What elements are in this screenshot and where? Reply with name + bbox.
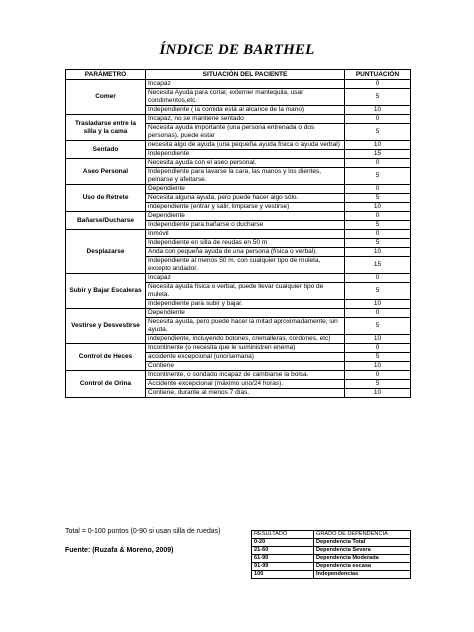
source-citation: Fuente: (Ruzafa & Moreno, 2009) <box>65 547 174 554</box>
score-cell: 0 <box>345 115 411 124</box>
dependency-grade-cell: Dependencia Severa <box>314 547 411 555</box>
results-row <box>252 571 411 579</box>
score-cell: 0 <box>345 185 411 194</box>
dependency-grade-cell: Dependencia escasa <box>314 563 411 571</box>
score-cell: 15 <box>345 150 411 159</box>
score-cell: 5 <box>345 168 411 185</box>
score-cell: 0 <box>345 274 411 283</box>
situation-cell: Contiene, durante al menos 7 días. <box>146 389 345 398</box>
situation-cell: Anda con pequeña ayuda de una persona (física o verbal). <box>146 248 345 257</box>
situation-cell: Independiente para subir y bajar. <box>146 300 345 309</box>
parameter-cell: Trasladarse entre la silla y la cama <box>66 115 146 141</box>
situation-cell: Necesita ayuda, pero puede hacer la mitad aproximadamente, sin ayuda. <box>146 318 345 335</box>
situation-cell: Dependiente <box>146 212 345 221</box>
situation-cell: Necesita Ayuda para cortar, externer mantequila, usar condimentos,etc. <box>146 89 345 106</box>
situation-cell: Incapaz <box>146 274 345 283</box>
score-cell: 5 <box>345 283 411 300</box>
situation-cell: Dependiente <box>146 309 345 318</box>
table-row <box>66 159 411 168</box>
situation-cell: independiente (entrar y salir, limpiarse y vestirse) <box>146 203 345 212</box>
situation-cell: independiente, incluyendo botones, cremalleras, cordones, etc) <box>146 335 345 344</box>
situation-cell: Necesita ayuda con el aseo personal. <box>146 159 345 168</box>
situation-cell: Independiente para lavarse la cara, las manos y los dientes, peinarse y afeitarse. <box>146 168 345 185</box>
results-column-header: GRADO DE DEPENDENCIA <box>314 531 411 539</box>
table-row <box>66 309 411 318</box>
situation-cell: Independiente en silla de reudas en 50 m <box>146 239 345 248</box>
results-body <box>252 539 411 579</box>
parameter-cell: Subir y Bajar Escaleras <box>66 274 146 309</box>
score-cell: 0 <box>345 344 411 353</box>
score-cell: 5 <box>345 353 411 362</box>
table-row <box>66 371 411 380</box>
score-cell: 5 <box>345 239 411 248</box>
situation-cell: Dependiente <box>146 185 345 194</box>
table-body <box>66 80 411 398</box>
score-cell: 15 <box>345 257 411 274</box>
result-range-cell: 21-60 <box>252 547 314 555</box>
results-row <box>252 539 411 547</box>
dependency-grade-cell: Independencias <box>314 571 411 579</box>
result-range-cell: 0-20 <box>252 539 314 547</box>
table-row <box>66 185 411 194</box>
table-row <box>66 274 411 283</box>
score-cell: 10 <box>345 389 411 398</box>
result-range-cell: 100 <box>252 571 314 579</box>
situation-cell: Necesita ayuda física o verbal, puede llevar cualquier tipo de muleta. <box>146 283 345 300</box>
results-header-row <box>252 531 411 539</box>
parameter-cell: Control de Orina <box>66 371 146 398</box>
situation-cell: Incontinente, o sondado incapaz de cambiarse la bolsa. <box>146 371 345 380</box>
score-cell: 5 <box>345 221 411 230</box>
results-row <box>252 547 411 555</box>
result-range-cell: 91-99 <box>252 563 314 571</box>
score-cell: 5 <box>345 318 411 335</box>
situation-cell: accidente excepcional (uno/semana) <box>146 353 345 362</box>
parameter-cell: Vestirse y Desvestirse <box>66 309 146 344</box>
score-cell: 10 <box>345 362 411 371</box>
score-cell: 0 <box>345 80 411 89</box>
score-cell: 10 <box>345 335 411 344</box>
situation-cell: necesita algo de ayuda (una pequeña ayuda física o ayuda verbal) <box>146 141 345 150</box>
table-row <box>66 212 411 221</box>
situation-cell: Incapaz, no se mantiene sentado <box>146 115 345 124</box>
situation-cell: Incontinente (o necesita que le suministren enema) <box>146 344 345 353</box>
score-cell: 10 <box>345 203 411 212</box>
situation-cell: Independiente <box>146 150 345 159</box>
page-title: ÍNDICE DE BARTHEL <box>159 42 315 58</box>
score-cell: 5 <box>345 89 411 106</box>
situation-cell: Inmóvil <box>146 230 345 239</box>
situation-cell: Contiene <box>146 362 345 371</box>
total-note: Total = 0-100 puntos (0-90 si usan silla de ruedas) <box>65 528 221 535</box>
table-row <box>66 141 411 150</box>
results-row <box>252 563 411 571</box>
results-column-header: RESULTADO <box>252 531 314 539</box>
results-row <box>252 555 411 563</box>
score-cell: 10 <box>345 300 411 309</box>
situation-cell: Necesita alguna ayuda, pero puede hacer algo sólo. <box>146 194 345 203</box>
parameter-cell: Comer <box>66 80 146 115</box>
table-row <box>66 230 411 239</box>
situation-cell: Independiente ( la comida está al alcance de la mano) <box>146 106 345 115</box>
barthel-table <box>65 69 411 398</box>
table-header-row <box>66 70 411 80</box>
score-cell: 5 <box>345 194 411 203</box>
parameter-cell: Aseo Personal <box>66 159 146 185</box>
table-row <box>66 344 411 353</box>
column-header: PARÁMETRO <box>66 70 146 80</box>
situation-cell: Independiente para bañarse o ducharse <box>146 221 345 230</box>
situation-cell: Accidente excepcional (máximo uno/24 horas). <box>146 380 345 389</box>
parameter-cell: Control de Heces <box>66 344 146 371</box>
score-cell: 0 <box>345 230 411 239</box>
parameter-cell: Desplazarse <box>66 230 146 274</box>
score-cell: 10 <box>345 248 411 257</box>
parameter-cell: Sentado <box>66 141 146 159</box>
column-header: SITUACIÓN DEL PACIENTE <box>146 70 345 80</box>
score-cell: 0 <box>345 212 411 221</box>
result-range-cell: 61-90 <box>252 555 314 563</box>
column-header: PUNTUACIÓN <box>345 70 411 80</box>
score-cell: 10 <box>345 141 411 150</box>
score-cell: 5 <box>345 380 411 389</box>
dependency-grade-cell: Dependencia Moderada <box>314 555 411 563</box>
score-cell: 0 <box>345 159 411 168</box>
results-table <box>251 530 411 579</box>
score-cell: 0 <box>345 309 411 318</box>
parameter-cell: Bañarse/Ducharse <box>66 212 146 230</box>
situation-cell: Necesita ayuda importante (una persona entrenada o dos personas), puede estar <box>146 124 345 141</box>
situation-cell: Independiente al menos 50 m, con cualquier tipo de muleta, excepto andador. <box>146 257 345 274</box>
parameter-cell: Uso de Retrete <box>66 185 146 212</box>
score-cell: 5 <box>345 124 411 141</box>
dependency-grade-cell: Dependencia Total <box>314 539 411 547</box>
score-cell: 0 <box>345 371 411 380</box>
table-row <box>66 80 411 89</box>
situation-cell: Incapaz <box>146 80 345 89</box>
table-row <box>66 115 411 124</box>
score-cell: 10 <box>345 106 411 115</box>
